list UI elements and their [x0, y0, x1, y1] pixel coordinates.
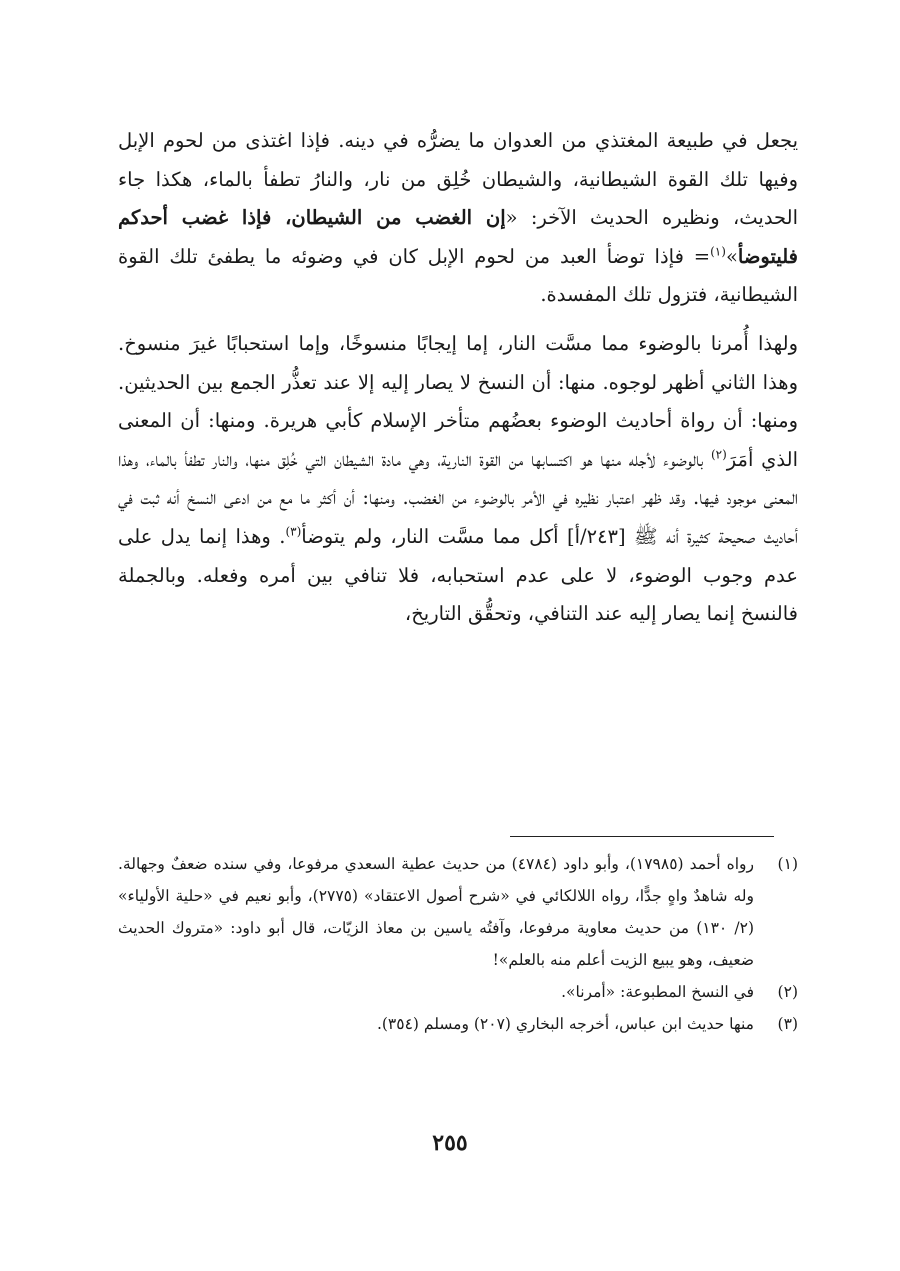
- paragraph-1-text-b: »: [725, 244, 738, 268]
- footnote-ref-1[interactable]: (١): [710, 244, 726, 259]
- footnote-text: في النسخ المطبوعة: «أمرنا».: [561, 983, 754, 1001]
- footnote-1: [118, 848, 798, 976]
- paragraph-2: [118, 325, 798, 634]
- footnote-number: (٣): [777, 1015, 798, 1033]
- footnote-text: منها حديث ابن عباس، أخرجه البخاري (٢٠٧) ومسلم (٣٥٤).: [376, 1015, 754, 1033]
- paragraph-1-text-a: يجعل في طبيعة المغتذي من العدوان ما يضرُّه في دينه. فإذا اغتذى من لحوم الإبل وفيها تلك القوة الشيطانية، والشيطان خُلِق من نار، والنارُ تطفأ بالماء، هكذا جاء الحديث، ونظيره الحديث الآخر: «: [118, 129, 798, 230]
- footnote-number: (١): [777, 855, 798, 873]
- footnote-3: [118, 1008, 798, 1040]
- footnote-text: رواه أحمد (١٧٩٨٥)، وأبو داود (٤٧٨٤) من حديث عطية السعدي مرفوعا، وفي سنده ضعفٌ وجهالة. وله شاهدٌ واهٍ جدًّا، رواه اللالكائي في «شرح أصول الاعتقاد» (٢٧٧٥)، وأبو نعيم في «حلية الأولياء» (٢/ ١٣٠) من حديث معاوية مرفوعا، وآفتُه ياسين بن معاذ الزيّات، قال أبو داود: «متروك الحديث ضعيف، وهو يبيع الزيت أعلم منه بالعلم»!: [118, 855, 754, 969]
- paragraph-2-text-b: بالوضوء لأجله منها هو اكتسابها من القوة النارية، وهي مادة الشيطان التي خُلِق منها، والنار تطفأ بالماء، وهذا المعنى موجود فيها. وقد ظهر اعتبار نظيره في الأمر بالوضوء من الغضب. ومنها: أن أكثر ما مع من ادعى النسخ أنه ثبت في أحاديث صحيحة كثيرة أنه ﷺ [٢٤٣/أ] أكل مما مسَّت النار، ولم يتوضأ: [118, 447, 798, 548]
- footnote-ref-2[interactable]: (٢): [710, 447, 727, 462]
- footnote-2: [118, 976, 798, 1008]
- paragraph-1: [118, 122, 798, 315]
- paragraph-2-text-c: . وهذا إنما يدل على عدم وجوب الوضوء، لا على عدم استحبابه، فلا تنافي بين أمره وفعله. وبالجملة فالنسخ إنما يصار إليه عند التنافي، وتحقُّق التاريخ،: [118, 524, 798, 626]
- main-text: [118, 122, 798, 634]
- page-number: ٢٥٥: [432, 1130, 468, 1156]
- paragraph-1-text-c: = فإذا توضأ العبد من لحوم الإبل كان في وضوئه ما يطفئ تلك القوة الشيطانية، فتزول تلك المفسدة.: [118, 244, 798, 307]
- footnote-ref-3[interactable]: (٣): [285, 524, 302, 539]
- hadith-quote: إن الغضب من الشيطان، فإذا غضب أحدكم فليتوضأ: [118, 206, 798, 268]
- footnote-separator: [510, 836, 774, 837]
- paragraph-2-text-a: ولهذا أُمرنا بالوضوء مما مسَّت النار، إما إيجابًا منسوخًا، وإما استحبابًا غيرَ منسوخ. وهذا الثاني أظهر لوجوه. منها: أن النسخ لا يصار إليه إلا عند تعذُّر الجمع بين الحديثين. ومنها: أن رواة أحاديث الوضوء بعضُهم متأخر الإسلام كأبي هريرة. ومنها: أن المعنى الذي أمَرَ: [118, 331, 798, 471]
- footnote-number: (٢): [777, 983, 798, 1001]
- footnotes: [118, 848, 798, 1040]
